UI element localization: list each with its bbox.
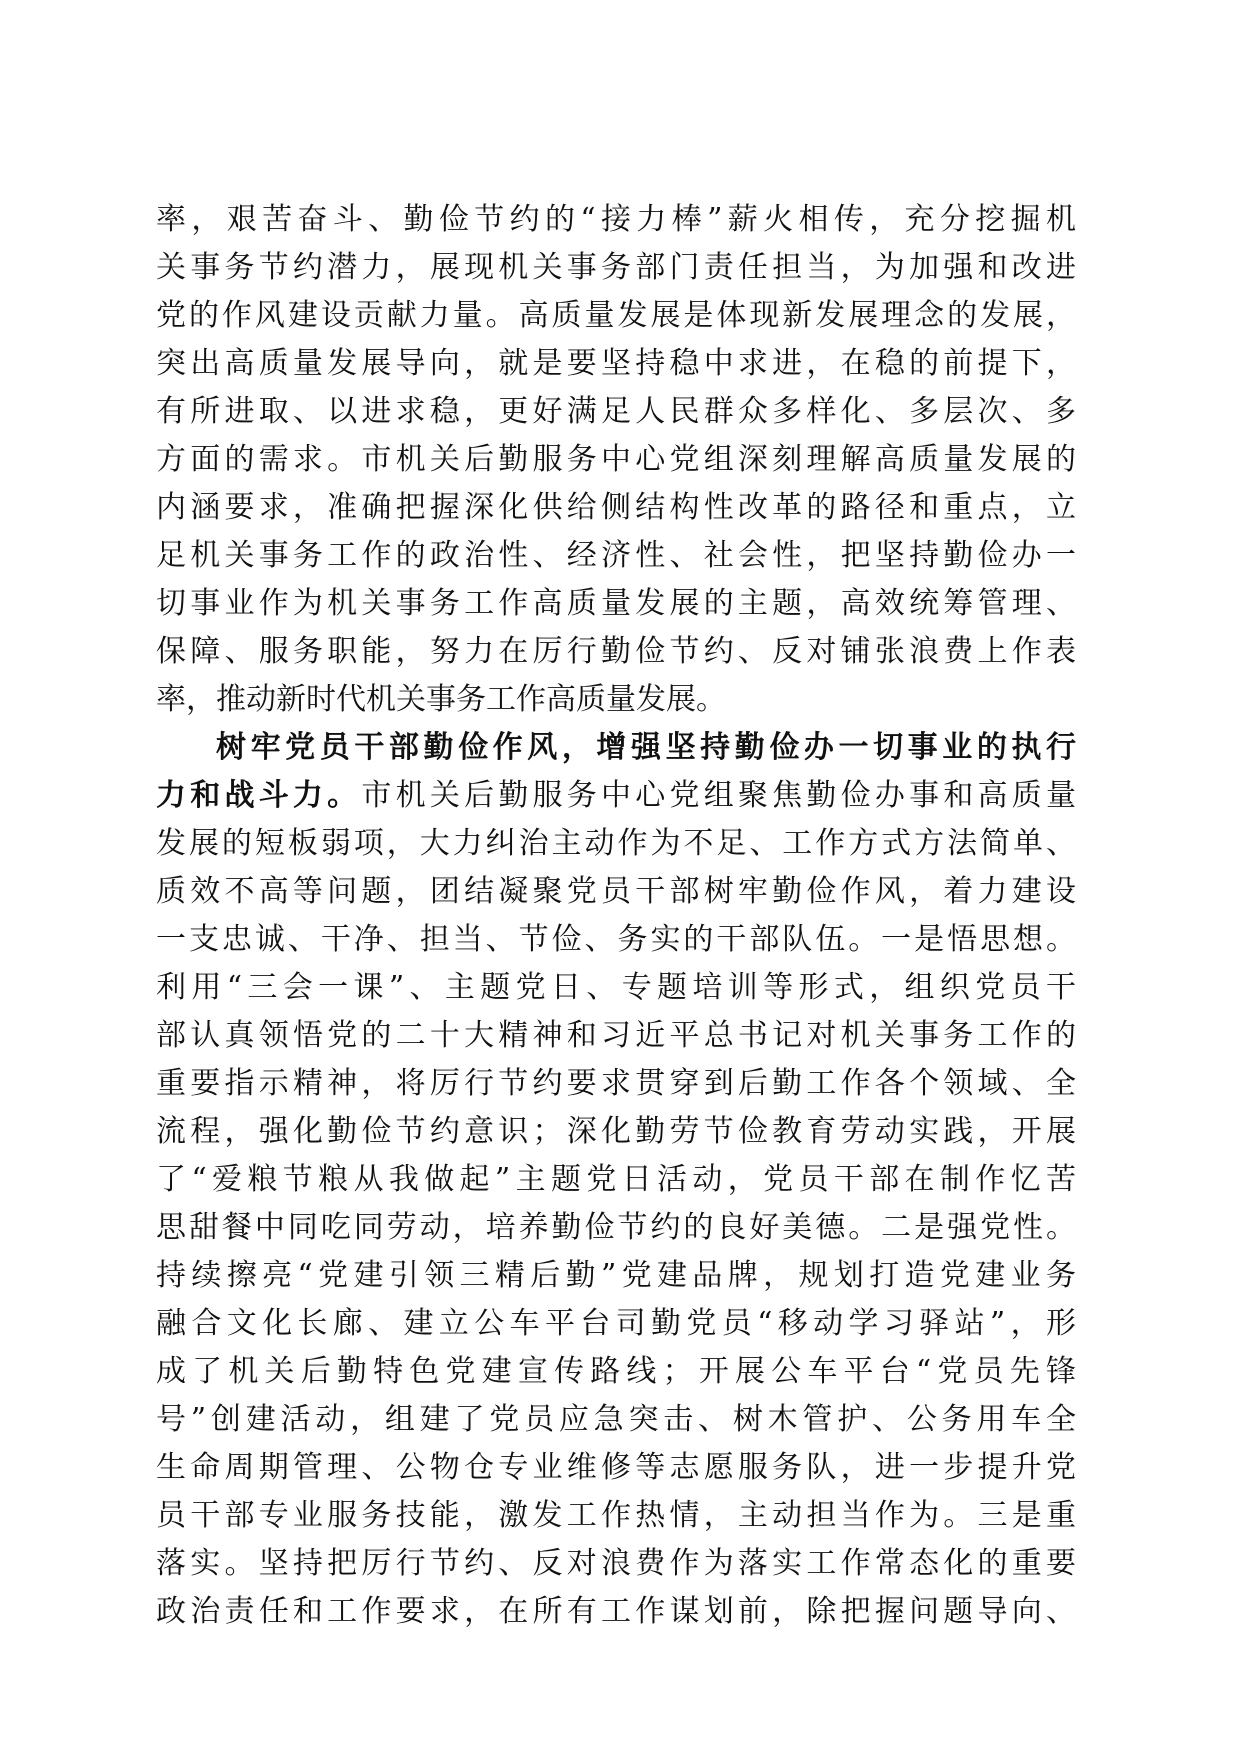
text-line: 发展的短板弱项，大力纠治主动作为不足、工作方式方法简单、 [156,826,1076,861]
document-body [156,196,1076,1636]
text-line: 持续擦亮“党建引领三精后勤”党建品牌，规划打造党建业务 [156,1258,1076,1293]
text-line: 保障、服务职能，努力在厉行勤俭节约、反对铺张浪费上作表 [156,634,1076,669]
section-heading-continued: 力和战斗力。 [156,778,362,813]
text-line: 利用“三会一课”、主题党日、专题培训等形式，组织党员干 [156,970,1076,1005]
text-line: 突出高质量发展导向，就是要坚持稳中求进，在稳的前提下， [156,346,1076,381]
text-line: 落实。坚持把厉行节约、反对浪费作为落实工作常态化的重要 [156,1546,1076,1581]
text-line: 率，艰苦奋斗、勤俭节约的“接力棒”薪火相传，充分挖掘机 [156,202,1076,237]
text-run: 市机关后勤服务中心党组聚焦勤俭办事和高质量 [361,778,1077,813]
text-line: 率，推动新时代机关事务工作高质量发展。 [156,682,726,717]
text-line: 部认真领悟党的二十大精神和习近平总书记对机关事务工作的 [156,1018,1076,1053]
paragraph-1 [156,196,1076,724]
text-line: 一支忠诚、干净、担当、节俭、务实的干部队伍。一是悟思想。 [156,922,1076,957]
text-line: 方面的需求。市机关后勤服务中心党组深刻理解高质量发展的 [156,442,1076,477]
paragraph-2 [156,724,1076,1636]
text-line: 政治责任和工作要求，在所有工作谋划前，除把握问题导向、 [156,1594,1076,1629]
section-heading: 树牢党员干部勤俭作风，增强坚持勤俭办一切事业的执行 [216,730,1076,765]
text-line: 生命周期管理、公物仓专业维修等志愿服务队，进一步提升党 [156,1450,1076,1485]
text-line: 党的作风建设贡献力量。高质量发展是体现新发展理念的发展， [156,298,1076,333]
text-line: 质效不高等问题，团结凝聚党员干部树牢勤俭作风，着力建设 [156,874,1076,909]
text-line: 员干部专业服务技能，激发工作热情，主动担当作为。三是重 [156,1498,1076,1533]
text-line: 切事业作为机关事务工作高质量发展的主题，高效统筹管理、 [156,586,1076,621]
text-line: 融合文化长廊、建立公车平台司勤党员“移动学习驿站”，形 [156,1306,1076,1341]
text-line: 重要指示精神，将厉行节约要求贯穿到后勤工作各个领域、全 [156,1066,1076,1101]
text-line: 内涵要求，准确把握深化供给侧结构性改革的路径和重点，立 [156,490,1076,525]
text-line: 思甜餐中同吃同劳动，培养勤俭节约的良好美德。二是强党性。 [156,1210,1076,1245]
text-line: 号”创建活动，组建了党员应急突击、树木管护、公务用车全 [156,1402,1076,1437]
text-line-mixed [156,772,1076,820]
text-line: 流程，强化勤俭节约意识；深化勤劳节俭教育劳动实践，开展 [156,1114,1076,1149]
text-line: 成了机关后勤特色党建宣传路线；开展公车平台“党员先锋 [156,1354,1076,1389]
text-line: 了“爱粮节粮从我做起”主题党日活动，党员干部在制作忆苦 [156,1162,1076,1197]
text-line: 足机关事务工作的政治性、经济性、社会性，把坚持勤俭办一 [156,538,1076,573]
text-line: 有所进取、以进求稳，更好满足人民群众多样化、多层次、多 [156,394,1076,429]
text-line: 关事务节约潜力，展现机关事务部门责任担当，为加强和改进 [156,250,1076,285]
